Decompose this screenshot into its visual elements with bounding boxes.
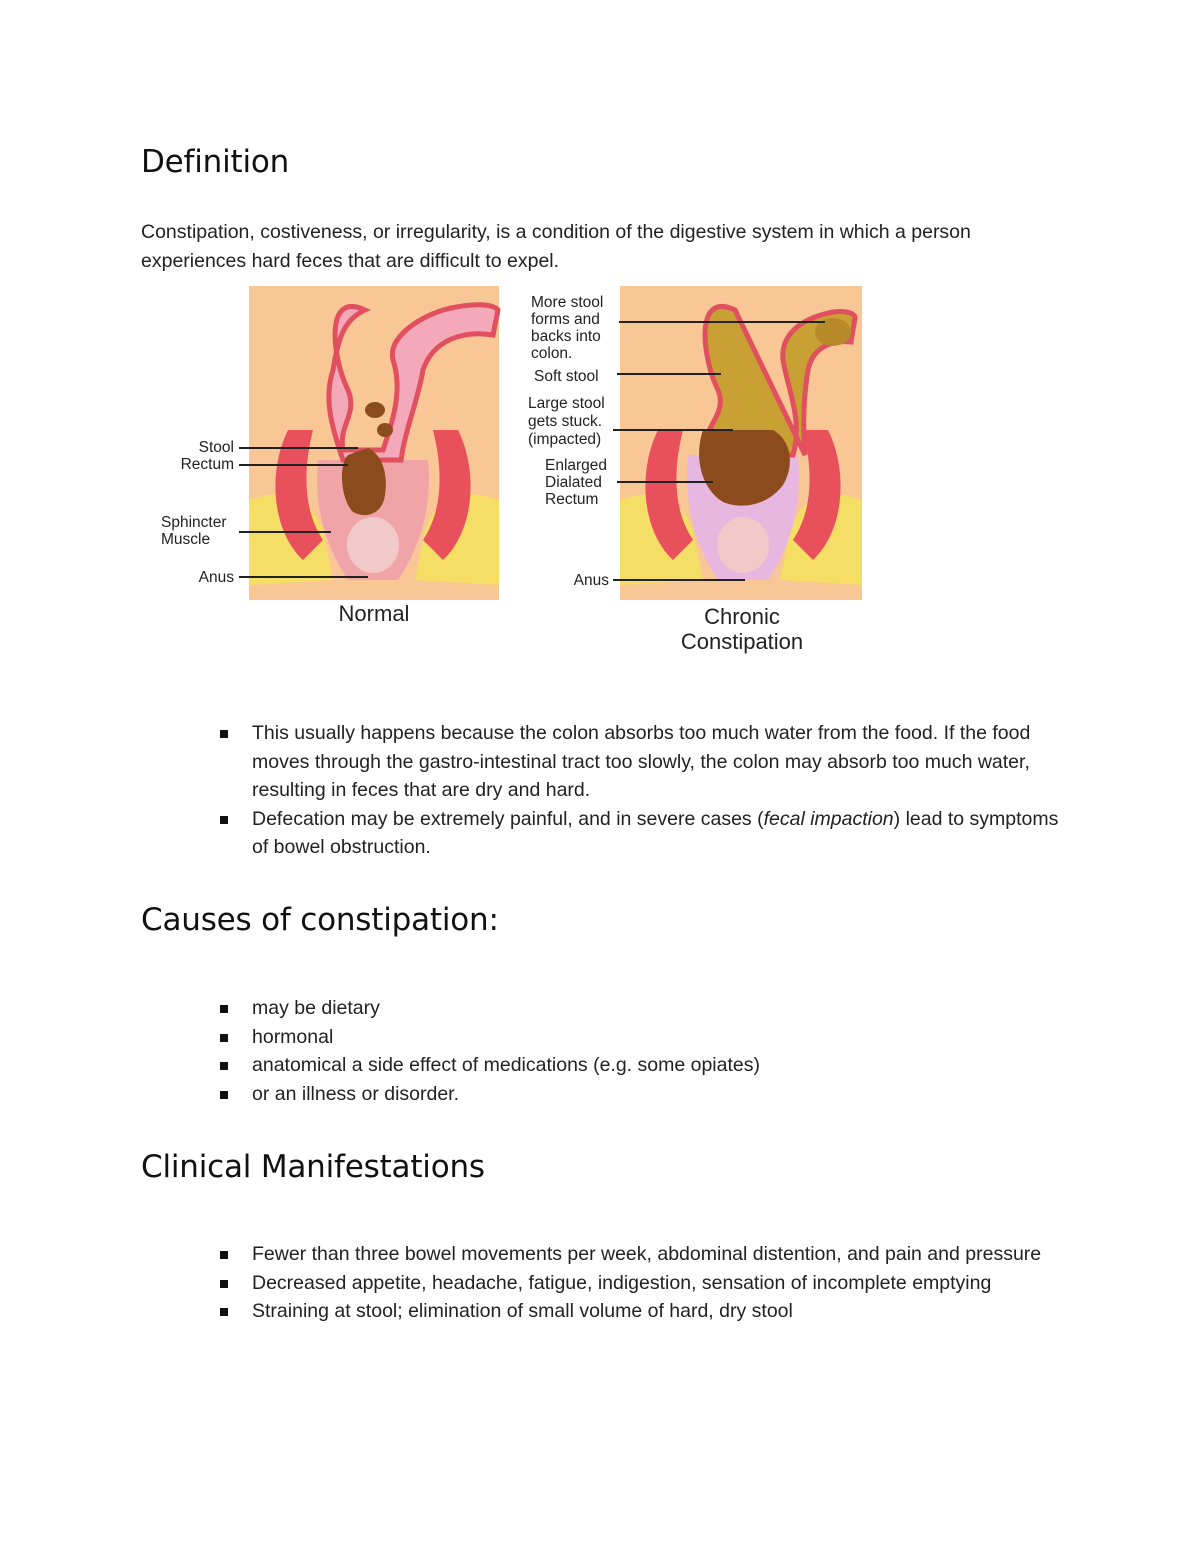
normal-label-sphincter-2: Muscle <box>161 531 211 548</box>
chronic-label-large-1: Large stool <box>528 395 605 412</box>
definition-paragraph: Constipation, costiveness, or irregularity, is a condition of the digestive system in which a person experiences hard feces that are difficult to expel. <box>141 221 971 272</box>
fecal-impaction-term: fecal impaction <box>763 807 894 830</box>
chronic-label-enlarged-2: Dialated <box>545 474 602 491</box>
normal-label-sphincter-1: Sphincter <box>161 514 227 531</box>
chronic-caption-2: Constipation <box>680 629 804 654</box>
list-item: Straining at stool; elimination of small volume of hard, dry stool <box>214 1297 1064 1326</box>
list-item: Defecation may be extremely painful, and in severe cases (fecal impaction) lead to symptoms of bowel obstruction. <box>214 805 1064 862</box>
chronic-label-more-4: colon. <box>531 345 573 362</box>
list-item: hormonal <box>214 1023 1064 1052</box>
clinical-list <box>214 1240 1064 1326</box>
causes-heading: Causes of constipation: <box>141 902 499 938</box>
normal-label-stool: Stool <box>198 439 234 456</box>
normal-illustration <box>239 286 499 600</box>
list-item: Decreased appetite, headache, fatigue, indigestion, sensation of incomplete emptying <box>214 1269 1064 1298</box>
chronic-label-enlarged-1: Enlarged <box>545 457 608 474</box>
list-item: This usually happens because the colon absorbs too much water from the food. If the food moves through the gastro-intestinal tract too slowly, the colon may absorb too much water, resulting in feces that are dry and hard. <box>214 719 1064 805</box>
normal-caption: Normal <box>338 601 410 626</box>
definition-heading: Definition <box>141 144 290 180</box>
list-item: Fewer than three bowel movements per week, abdominal distention, and pain and pressure <box>214 1240 1064 1269</box>
chronic-caption-1: Chronic <box>704 604 780 629</box>
chronic-label-anus: Anus <box>573 572 609 589</box>
list-item: or an illness or disorder. <box>214 1080 1064 1109</box>
clinical-heading: Clinical Manifestations <box>141 1149 485 1185</box>
chronic-label-more-1: More stool <box>531 294 604 311</box>
chronic-label-large-3: (impacted) <box>528 431 602 448</box>
chronic-label-soft: Soft stool <box>534 368 599 385</box>
causes-list <box>214 994 1064 1108</box>
chronic-label-large-2: gets stuck. <box>528 413 603 430</box>
chronic-label-enlarged-3: Rectum <box>545 491 599 508</box>
list-item: anatomical a side effect of medications (e.g. some opiates) <box>214 1051 1064 1080</box>
normal-label-rectum: Rectum <box>180 456 234 473</box>
chronic-illustration <box>613 286 862 600</box>
constipation-diagram <box>143 280 865 675</box>
explanation-list <box>214 719 1064 862</box>
normal-label-anus: Anus <box>198 569 234 586</box>
list-item: may be dietary <box>214 994 1064 1023</box>
chronic-label-more-3: backs into <box>531 328 601 345</box>
chronic-label-more-2: forms and <box>531 311 600 328</box>
